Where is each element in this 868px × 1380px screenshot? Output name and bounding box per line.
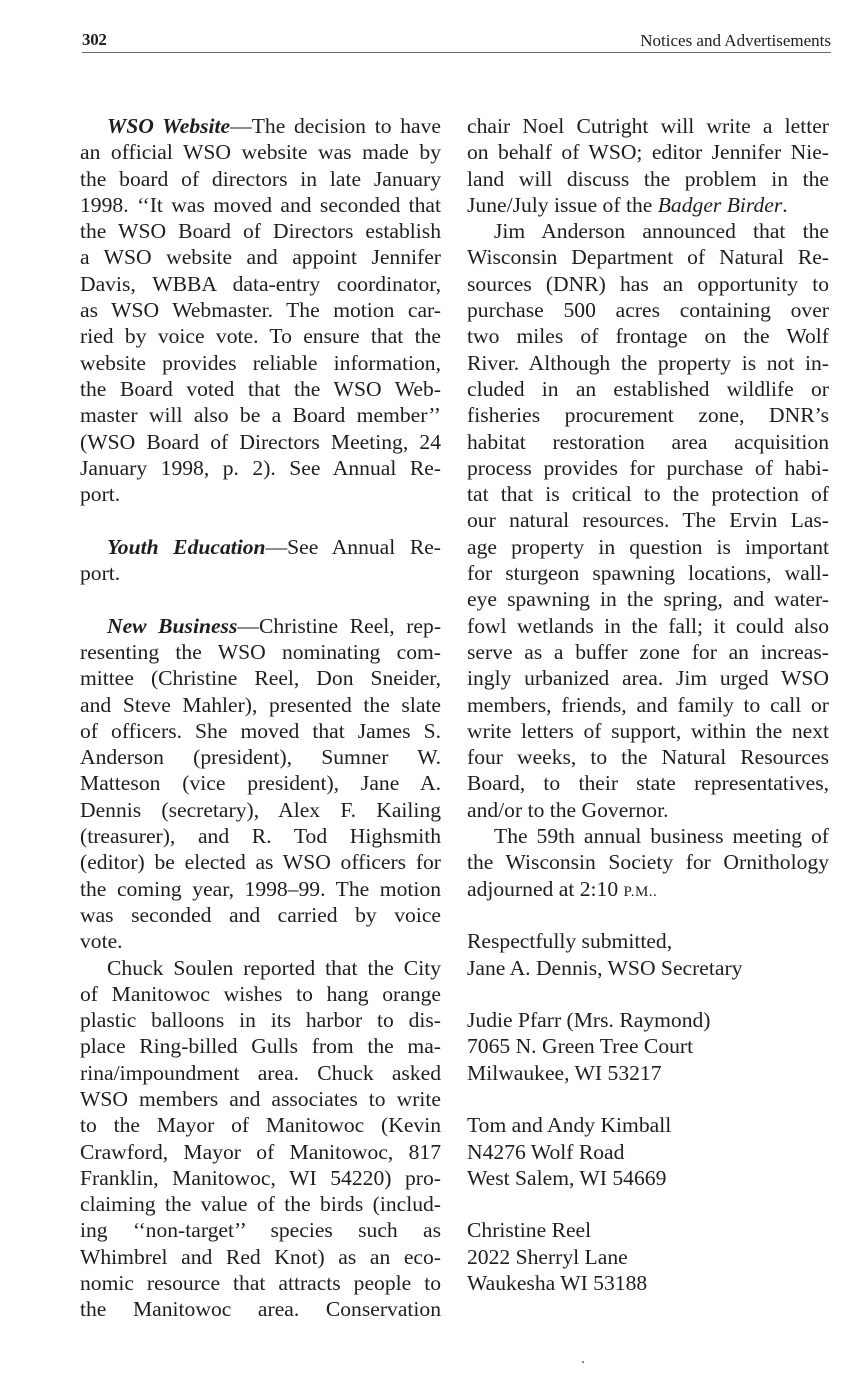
paragraph-youth-education: Youth Education—See Annual Re- port. <box>80 534 441 586</box>
paragraph-wolf-river: Jim Anderson announced that the Wisconsin Department of Natural Re- sources (DNR) has an opportunity to purchase 500 acres containing over two miles of frontage on the Wolf River. Although the property is not in- cluded in an established wildlife or fisheries procurement zone, DNR’s habitat restoration area acquisition process provides for purchase of habi- tat that is critical to the protection of our natural resources. The Ervin Las- age property in question is important for sturgeon spawning locations, wall- eye spawning in the spring, and water- fowl wetlands in the fall; it could also serve as a buffer zone for an increas- ingly urbanized area. Jim urged WSO members, friends, and family to call or write letters of support, within the next four weeks, to the Natural Resources Board, to their state representatives, and/or to the Governor. <box>467 219 829 822</box>
right-column <box>467 113 829 1296</box>
run-in-heading: WSO Website <box>107 114 231 138</box>
address-block <box>467 1007 829 1086</box>
page-number: 302 <box>82 30 107 49</box>
address-block <box>467 1112 829 1191</box>
paragraph-new-business: New Business—Christine Reel, rep- resenting the WSO nominating com- mittee (Christine Reel, Don Sneider, and Steve Mahler), presented the slate of officers. She moved that James S. Anderson (president), Sumner W. Matteson (vice president), Jane A. Dennis (secretary), Alex F. Kailing (treasurer), and R. Tod Highsmith (editor) be elected as WSO officers for the coming year, 1998–99. The motion was seconded and carried by voice vote. <box>80 613 442 954</box>
section-title: Notices and Advertisements <box>640 31 831 50</box>
paragraph-gulls-continued: chair Noel Cutright will write a letter on behalf of WSO; editor Jennifer Nie- land will discuss the problem in the June/July issue of the Badger Birder. <box>467 114 829 217</box>
address-street: 2022 Sherryl Lane <box>467 1244 628 1269</box>
signer: Jane A. Dennis, WSO Secretary <box>467 955 743 980</box>
address-name: Judie Pfarr (Mrs. Raymond) <box>467 1008 711 1033</box>
paragraph-wso-website: WSO Website—The decision to have an official WSO website was made by the board of directors in late January 1998. ‘‘It was moved and seconded that the WSO Board of Directors establish a WSO website and appoint Jennifer Davis, WBBA data-entry coordinator, as WSO Webmaster. The motion car- ried by voice vote. To ensure that the website provides reliable information, the Board voted that the WSO Web- master will also be a Board member’’ (WSO Board of Directors Meeting, 24 January 1998, p. 2). See Annual Re- port. <box>80 114 441 507</box>
address-street: N4276 Wolf Road <box>467 1139 625 1164</box>
paragraph-adjournment: The 59th annual business meeting of the Wisconsin Society for Ornithology adjourned at 2:10 P.M.. <box>467 824 829 901</box>
closing: Respectfully submitted, <box>467 929 673 954</box>
address-street: 7065 N. Green Tree Court <box>467 1034 694 1059</box>
running-head <box>82 30 831 53</box>
publication-title: Badger Birder <box>657 192 783 217</box>
run-in-heading: Youth Education <box>107 534 266 559</box>
scan-speck <box>582 1361 584 1363</box>
signature-block <box>467 928 829 981</box>
left-column <box>80 113 441 1323</box>
paragraph-gulls: Chuck Soulen reported that the City of Manitowoc wishes to hang orange plastic balloons in its harbor to dis- place Ring-billed Gulls from the ma- rina/impoundment area. Chuck asked WSO members and associates to write to the Mayor of Manitowoc (Kevin Crawford, Mayor of Manitowoc, 817 Franklin, Manitowoc, WI 54220) pro- claiming the value of the birds (includ- ing ‘‘non-target’’ species such as Whimbrel and Red Knot) as an eco- nomic resource that attracts people to the Manitowoc area. Conservation <box>80 955 441 1322</box>
address-name: Christine Reel <box>467 1218 592 1243</box>
run-in-heading: New Business <box>107 613 238 638</box>
address-block <box>467 1217 829 1296</box>
address-city: Milwaukee, WI 53217 <box>467 1060 662 1085</box>
time-suffix: P.M.. <box>623 883 658 900</box>
address-city: West Salem, WI 54669 <box>467 1165 667 1190</box>
address-name: Tom and Andy Kimball <box>467 1113 672 1138</box>
address-city: Waukesha WI 53188 <box>467 1271 648 1296</box>
